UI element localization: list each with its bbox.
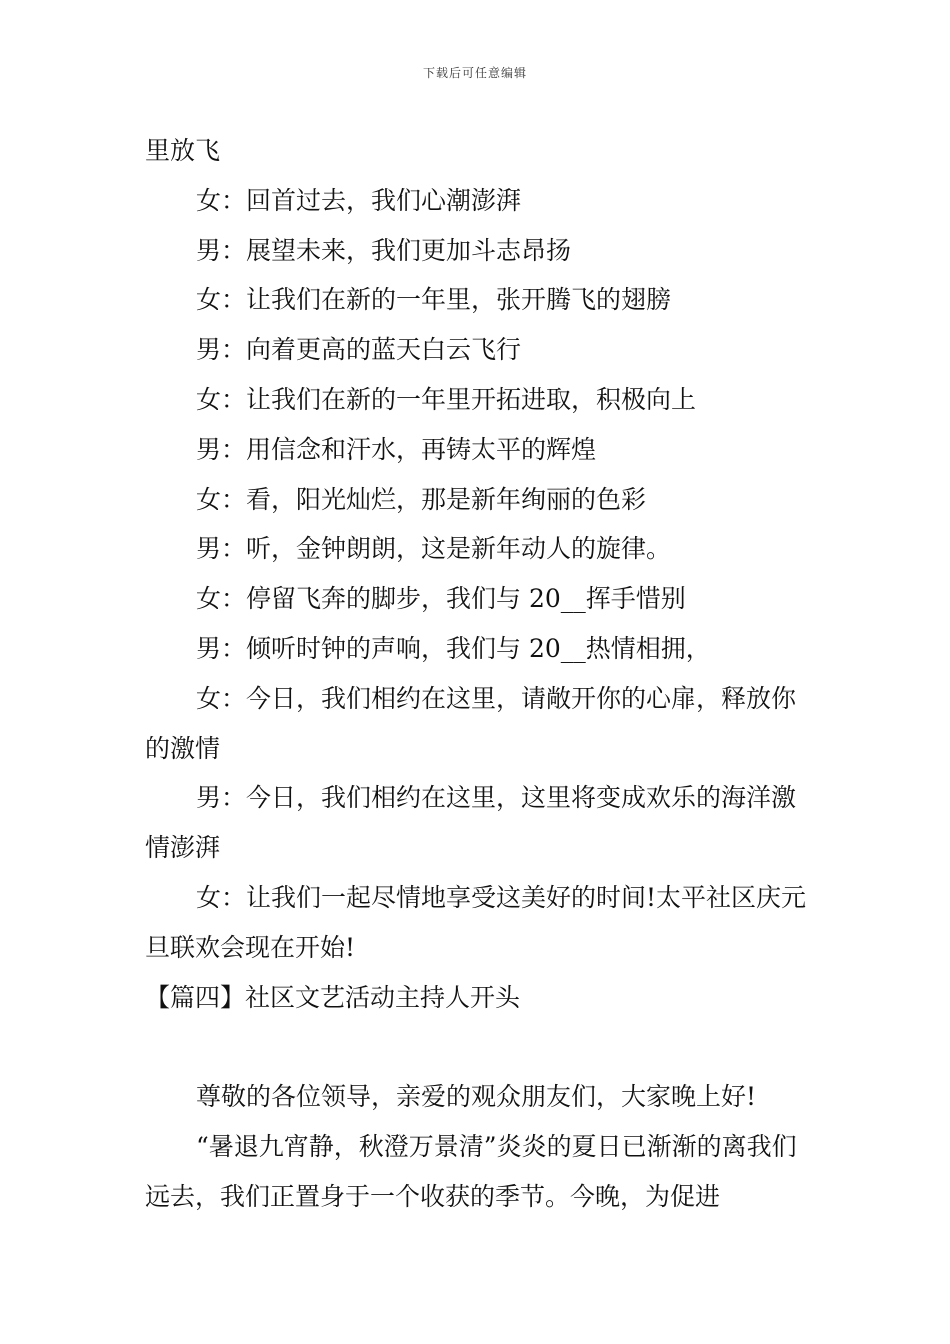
dialogue-line: 男：听，金钟朗朗，这是新年动人的旋律。: [196, 534, 672, 564]
dialogue-line: 女：让我们在新的一年里开拓进取，积极向上: [196, 384, 697, 414]
dialogue-line: 男：用信念和汗水，再铸太平的辉煌: [196, 434, 597, 464]
dialogue-line: 女：看，阳光灿烂，那是新年绚丽的色彩: [196, 484, 647, 514]
dialogue-line: 女：停留飞奔的脚步，我们与 20__挥手惜别: [196, 584, 686, 614]
section-heading: 【篇四】社区文艺活动主持人开头: [145, 982, 521, 1012]
blank-line: [145, 1022, 810, 1072]
section-paragraph: “暑退九宵静，秋澄万景清”炎炎的夏日已渐渐的离我们远去，我们正置身于一个收获的季节。今晚，为促进: [145, 1131, 797, 1211]
page-header-note: 下载后可任意编辑: [422, 66, 527, 80]
dialogue-line: 女：让我们在新的一年里，张开腾飞的翅膀: [196, 285, 672, 315]
dialogue-line: 女：今日，我们相约在这里，请敞开你的心扉，释放你的激情: [145, 683, 797, 763]
document-body: [145, 126, 810, 1222]
dialogue-line: 男：倾听时钟的声响，我们与 20__热情相拥，: [196, 633, 711, 663]
dialogue-line: 男：向着更高的蓝天白云飞行: [196, 335, 522, 365]
dialogue-line: 男：今日，我们相约在这里，这里将变成欢乐的海洋激情澎湃: [145, 783, 797, 863]
dialogue-line: 女：回首过去，我们心潮澎湃: [196, 185, 522, 215]
paragraph-continuation: 里放飞: [145, 136, 221, 165]
dialogue-line: 女：让我们一起尽情地享受这美好的时间!太平社区庆元旦联欢会现在开始!: [145, 882, 807, 962]
dialogue-line: 男：展望未来，我们更加斗志昂扬: [196, 235, 572, 265]
section-paragraph: 尊敬的各位领导，亲爱的观众朋友们，大家晚上好!: [196, 1082, 757, 1112]
